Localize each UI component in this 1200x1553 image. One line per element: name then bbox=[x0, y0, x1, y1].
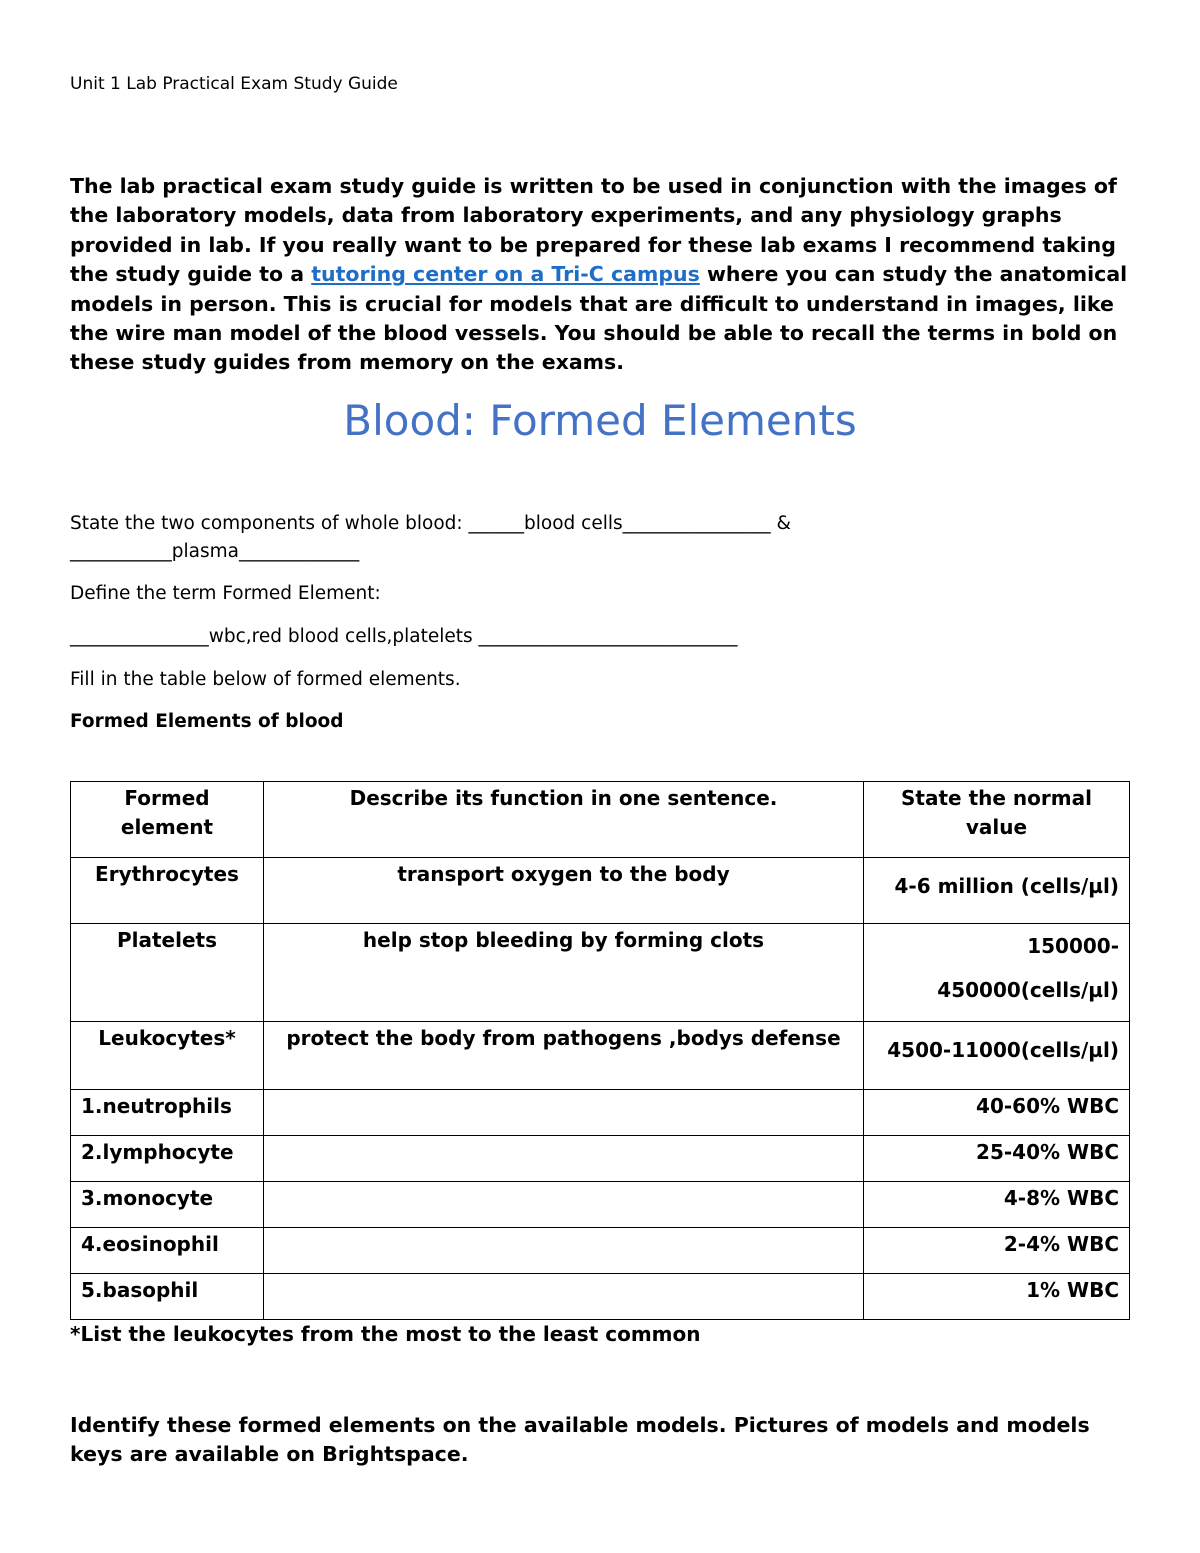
row-value bbox=[864, 924, 1130, 1022]
row-element: 1.neutrophils bbox=[71, 1090, 264, 1136]
table-row bbox=[71, 924, 1130, 1022]
row-value: 4-6 million (cells/µl) bbox=[864, 858, 1130, 924]
table-row bbox=[71, 1090, 1130, 1136]
row-value: 25-40% WBC bbox=[864, 1136, 1130, 1182]
row-element: 5.basophil bbox=[71, 1274, 264, 1320]
table-row bbox=[71, 858, 1130, 924]
row-function: protect the body from pathogens ,bodys defense bbox=[264, 1022, 864, 1090]
row-function: help stop bleeding by forming clots bbox=[264, 924, 864, 1022]
row-value-line2: 450000(cells/µl) bbox=[937, 978, 1119, 1002]
table-caption: Formed Elements of blood bbox=[70, 711, 344, 732]
row-element: Platelets bbox=[71, 924, 264, 1022]
question-formed-element-definition: Define the term Formed Element: bbox=[70, 583, 381, 604]
formed-elements-table bbox=[70, 781, 1130, 1320]
table-row bbox=[71, 1228, 1130, 1274]
row-element: Erythrocytes bbox=[71, 858, 264, 924]
intro-text-after-link: where you can study the anatomical models in person. This is crucial for models that are difficult to understand in images, like the wire man model of the blood vessels. You should be able to recall the terms in bold on these study guides from memory on the exams. bbox=[70, 262, 1128, 375]
row-value: 4-8% WBC bbox=[864, 1182, 1130, 1228]
row-value: 4500-11000(cells/µl) bbox=[864, 1022, 1130, 1090]
row-function: transport oxygen to the body bbox=[264, 858, 864, 924]
row-function bbox=[264, 1274, 864, 1320]
row-function bbox=[264, 1090, 864, 1136]
instruction-fill-table: Fill in the table below of formed elements. bbox=[70, 669, 461, 690]
row-element: Leukocytes* bbox=[71, 1022, 264, 1090]
intro-paragraph bbox=[70, 172, 1140, 378]
row-element: 4.eosinophil bbox=[71, 1228, 264, 1274]
header-function: Describe its function in one sentence. bbox=[264, 782, 864, 858]
closing-paragraph: Identify these formed elements on the available models. Pictures of models and models keys are available on Brightspace. bbox=[70, 1413, 1090, 1467]
row-function bbox=[264, 1136, 864, 1182]
row-value: 1% WBC bbox=[864, 1274, 1130, 1320]
row-function bbox=[264, 1182, 864, 1228]
answer-formed-element-definition: _______________wbc,red blood cells,platelets ____________________________ bbox=[70, 626, 738, 647]
header-normal-value: State the normal value bbox=[864, 782, 1130, 858]
section-title: Blood: Formed Elements bbox=[343, 396, 857, 445]
row-function bbox=[264, 1228, 864, 1274]
row-value-line1: 150000- bbox=[1027, 934, 1119, 958]
header-formed-element: Formed element bbox=[71, 782, 264, 858]
leukocyte-footnote: *List the leukocytes from the most to the least common bbox=[70, 1322, 701, 1346]
row-element: 3.monocyte bbox=[71, 1182, 264, 1228]
question-blood-components-cont: ___________plasma_____________ bbox=[70, 541, 360, 562]
table-header-row bbox=[71, 782, 1130, 858]
table-row bbox=[71, 1274, 1130, 1320]
table-row bbox=[71, 1136, 1130, 1182]
table-row bbox=[71, 1022, 1130, 1090]
row-value: 2-4% WBC bbox=[864, 1228, 1130, 1274]
intro-text-before-link: The lab practical exam study guide is written to be used in conjunction with the images of the laboratory models, data from laboratory experiments, and any physiology graphs provided in lab. If you really want to be prepared for these lab exams I recommend taking the study guide to a bbox=[70, 174, 1117, 287]
row-value: 40-60% WBC bbox=[864, 1090, 1130, 1136]
table-row bbox=[71, 1182, 1130, 1228]
tutoring-center-link[interactable]: tutoring center on a Tri-C campus bbox=[311, 262, 700, 287]
row-element: 2.lymphocyte bbox=[71, 1136, 264, 1182]
page-header: Unit 1 Lab Practical Exam Study Guide bbox=[70, 74, 398, 94]
question-blood-components: State the two components of whole blood: ______blood cells________________ & bbox=[70, 513, 791, 534]
